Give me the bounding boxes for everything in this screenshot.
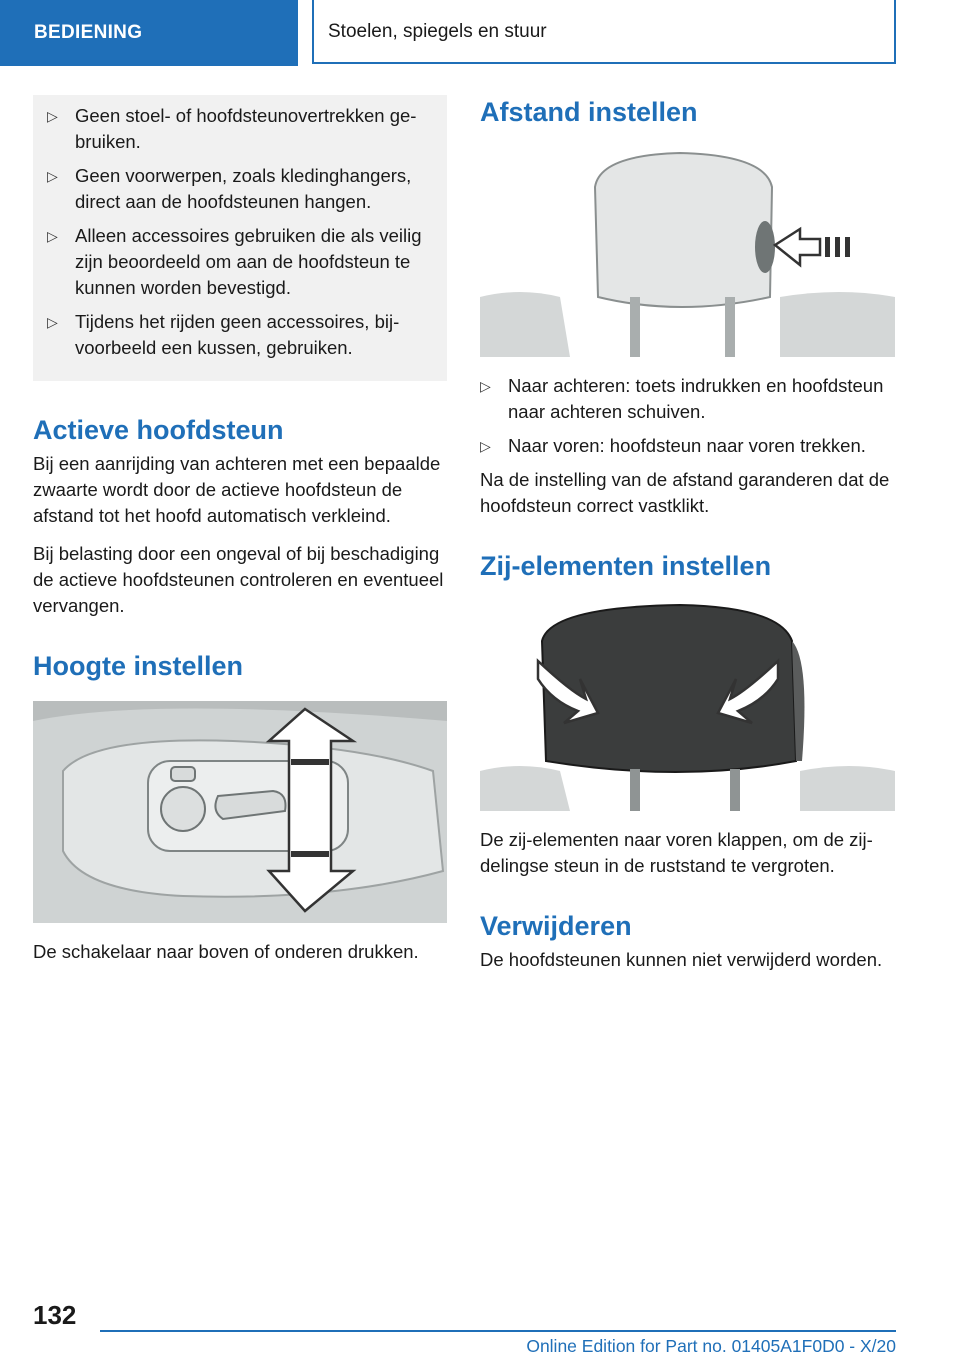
triangle-bullet-icon: ▷ [47,228,58,244]
paragraph: Bij belasting door een ongeval of bij beschadiging de actieve hoofdsteunen controleren en eventueel vervangen. [33,543,444,616]
triangle-bullet-icon: ▷ [47,108,58,124]
paragraph: De hoofdsteunen kunnen niet verwijderd worden. [480,949,883,970]
section-label: BEDIENING [0,0,298,66]
heading-active-headrest: Actieve hoofdsteun [33,415,284,445]
left-column [33,95,447,977]
distance-list [480,373,895,459]
edition-link[interactable]: Online Edition for Part no. 01405A1F0D0 - X/20 [526,1336,896,1356]
headrest-side-elements-illustration [480,601,895,811]
seat-switch-illustration [33,701,447,923]
paragraph: De zij-elementen naar voren klappen, om de zijdelingse steun in de ruststand te vergroten. [480,829,873,876]
footer-divider [100,1330,896,1332]
paragraph: De schakelaar naar boven of onderen drukken. [33,941,419,962]
paragraph: Bij een aanrijding van achteren met een bepaalde zwaarte wordt door de actieve hoofdsteun de afstand tot het hoofd automatisch verkleind. [33,453,441,526]
triangle-bullet-icon: ▷ [47,168,58,184]
warning-notes-box [33,95,447,381]
heading-distance-adjust: Afstand instellen [480,97,698,127]
triangle-bullet-icon: ▷ [480,378,491,394]
list-item: ▷ Alleen accessoires gebruiken die als veilig zijn beoordeeld om aan de hoofdsteun te kunnen worden bevestigd. [47,225,422,298]
list-item: ▷ Geen stoel- of hoofdsteunovertrekken gebruiken. [47,105,417,152]
list-item: ▷ Geen voorwerpen, zoals kledinghangers, direct aan de hoofdsteunen hangen. [47,165,412,212]
warning-list [47,103,433,361]
list-item: ▷ Naar achteren: toets indrukken en hoofdsteun naar achteren schuiven. [480,375,884,422]
headrest-distance-illustration [480,147,895,357]
paragraph: Na de instelling van de afstand garanderen dat de hoofdsteun correct vastklikt. [480,469,890,516]
chapter-title: Stoelen, spiegels en stuur [312,0,896,64]
page-number: 132 [33,1300,77,1330]
triangle-bullet-icon: ▷ [47,314,58,330]
right-column [480,95,895,985]
list-item: ▷ Tijdens het rijden geen accessoires, bijvoorbeeld een kussen, gebruiken. [47,311,400,358]
list-item: ▷ Naar voren: hoofdsteun naar voren trekken. [480,433,895,459]
heading-side-elements: Zij-elementen instellen [480,551,772,581]
heading-remove: Verwijderen [480,911,632,941]
heading-height-adjust: Hoogte instellen [33,651,244,681]
page-header [0,0,960,66]
triangle-bullet-icon: ▷ [480,438,491,454]
